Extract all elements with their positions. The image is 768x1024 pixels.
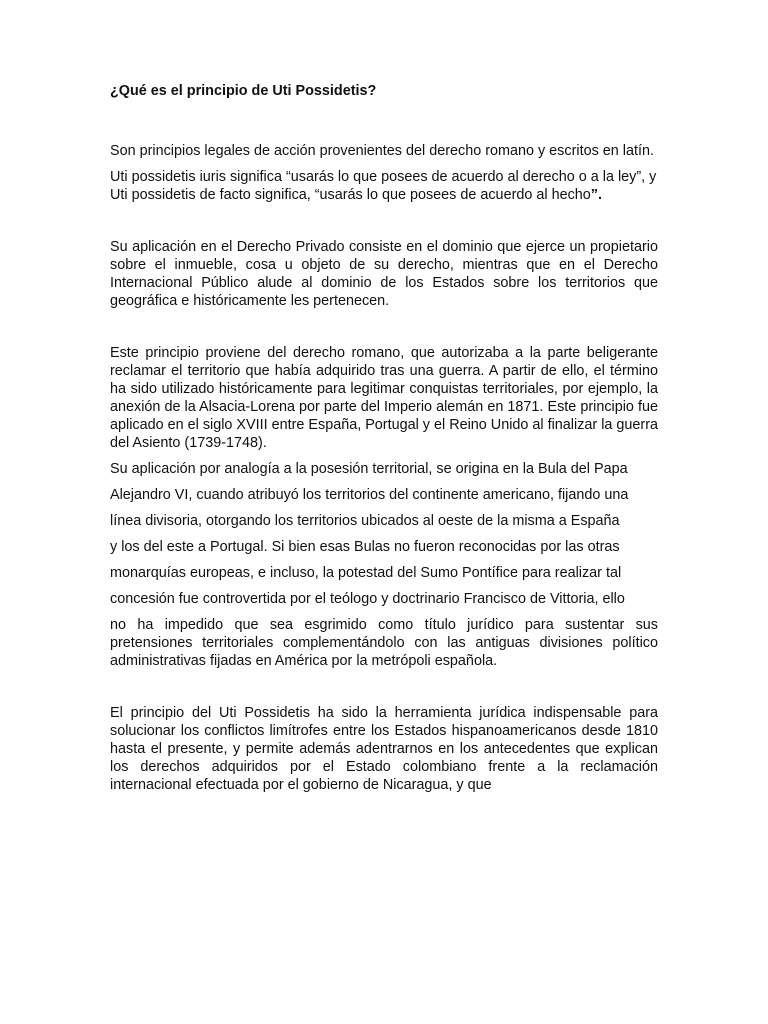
paragraph-origin: Este principio proviene del derecho romano, que autorizaba a la parte beligerante reclamar el territorio que había adquirido tras una guerra. A partir de ello, el término ha sido utilizado históricamente para legitimar conquistas territoriales, por ejemplo, la anexión de la Alsacia-Lorena por parte del Imperio alemán en 1871. Este principio fue aplicado en el siglo XVIII entre España, Portugal y el Reino Unido al finalizar la guerra del Asiento (1739-1748). (110, 345, 658, 451)
paragraph-herramienta: El principio del Uti Possidetis ha sido la herramienta jurídica indispensable para solucionar los conflictos limítrofes entre los Estados hispanoamericanos desde 1810 hasta el presente, y permite además adentrarnos en los antecedentes que explican los derechos adquiridos por el Estado colombiano frente a la reclamación internacional efectuada por el gobierno de Nicaragua, y que (110, 705, 658, 793)
paragraph-application: Su aplicación en el Derecho Privado consiste en el dominio que ejerce un propietario sobre el inmueble, cosa u objeto de su derecho, mientras que en el Derecho Internacional Público alude al dominio de los Estados sobre los territorios que geográfica e históricamente les pertenecen. (110, 239, 658, 309)
paragraph-portugal: y los del este a Portugal. Si bien esas Bulas no fueron reconocidas por las otras (110, 539, 620, 555)
paragraph-meaning-closing: ”. (590, 187, 602, 203)
paragraph-concesion: concesión fue controvertida por el teólogo y doctrinario Francisco de Vittoria, ello (110, 591, 625, 607)
paragraph-meaning-text: Uti possidetis iuris significa “usarás lo que posees de acuerdo al derecho o a la ley”, y Uti possidetis de facto significa, “usarás lo que posees de acuerdo al hecho (110, 169, 657, 203)
paragraph-analogy: Su aplicación por analogía a la posesión territorial, se origina en la Bula del Papa (110, 461, 628, 477)
paragraph-titulo: no ha impedido que sea esgrimido como título jurídico para sustentar sus pretensiones territoriales complementándolo con las antiguas divisiones político administrativas fijadas en América por la metrópoli española. (110, 617, 658, 669)
paragraph-linea: línea divisoria, otorgando los territorios ubicados al oeste de la misma a España (110, 513, 620, 529)
paragraph-monarquias: monarquías europeas, e incluso, la potestad del Sumo Pontífice para realizar tal (110, 565, 622, 581)
paragraph-alejandro: Alejandro VI, cuando atribuyó los territorios del continente americano, fijando una (110, 487, 629, 503)
paragraph-meaning (110, 168, 658, 204)
paragraph-definition: Son principios legales de acción provenientes del derecho romano y escritos en latín. (110, 143, 654, 159)
document-title: ¿Qué es el principio de Uti Possidetis? (110, 83, 377, 99)
